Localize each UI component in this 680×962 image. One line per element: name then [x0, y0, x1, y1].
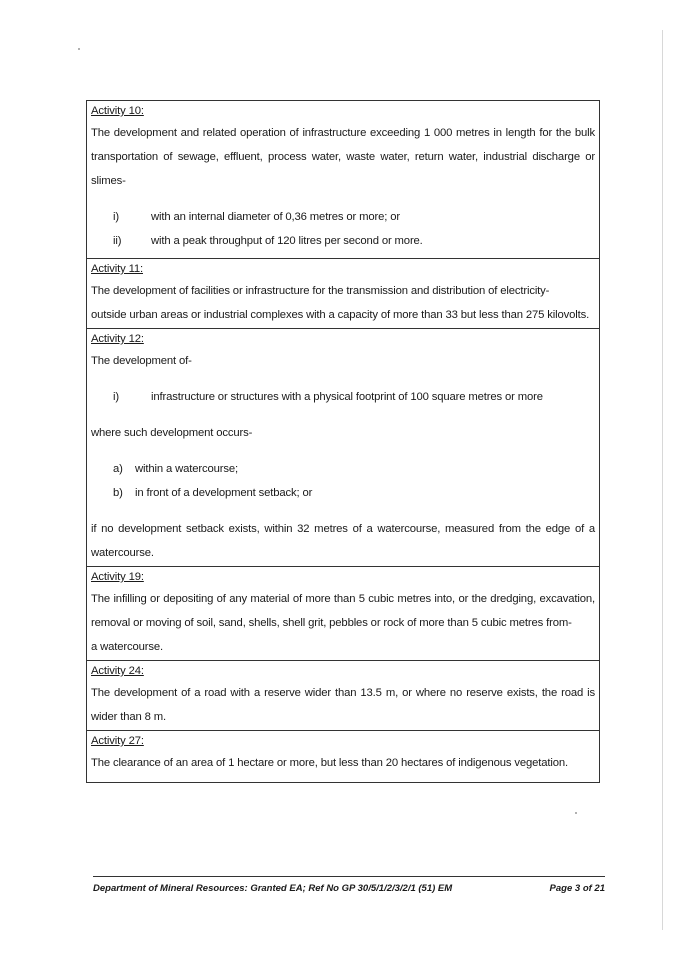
page-number: Page 3 of 21 — [549, 883, 605, 894]
item-label: ii) — [113, 235, 122, 247]
activity-10-row — [87, 101, 599, 258]
item-text: in front of a development setback; or — [135, 487, 313, 499]
activity-10-item-ii — [91, 229, 595, 253]
item-text: infrastructure or structures with a physical footprint of 100 square metres or more — [151, 391, 543, 403]
activities-table — [86, 100, 600, 783]
activity-19-row — [87, 566, 599, 660]
item-text: with an internal diameter of 0,36 metres or more; or — [151, 211, 401, 223]
scan-edge-line — [662, 30, 663, 930]
item-label: i) — [113, 211, 119, 223]
activity-10-item-i — [91, 205, 595, 229]
activity-27-row — [87, 730, 599, 782]
activity-24-title: Activity 24: — [91, 665, 144, 677]
activity-11-row — [87, 258, 599, 328]
activity-19-text: The infilling or depositing of any material of more than 5 cubic metres into, or the dredging, excavation, removal or moving of soil, sand, shells, shell grit, pebbles or rock of more than 5 cubic metres from- — [91, 593, 595, 629]
activity-19-title: Activity 19: — [91, 571, 144, 583]
activity-11-title: Activity 11: — [91, 263, 143, 275]
activity-12-title: Activity 12: — [91, 333, 144, 345]
item-label: a) — [113, 463, 123, 475]
footer-reference: Department of Mineral Resources: Granted EA; Ref No GP 30/5/1/2/3/2/1 (51) EM — [93, 883, 453, 894]
activity-12-intro: The development of- — [91, 355, 192, 367]
activity-19-text-2: a watercourse. — [91, 641, 163, 653]
activity-12-closing: if no development setback exists, within 32 metres of a watercourse, measured from the edge of a watercourse. — [91, 523, 595, 559]
item-text: with a peak throughput of 120 litres per second or more. — [151, 235, 423, 247]
scan-speck — [575, 812, 577, 814]
activity-10-intro: The development and related operation of infrastructure exceeding 1 000 metres in length for the bulk transportation of sewage, effluent, process water, waste water, return water, industrial discharge or slimes- — [91, 127, 595, 187]
item-label: b) — [113, 487, 123, 499]
activity-12-subitem-b — [91, 481, 595, 505]
activity-11-line-1: The development of facilities or infrastructure for the transmission and distribution of electricity- — [91, 285, 550, 297]
page-footer — [93, 876, 605, 894]
activity-24-text: The development of a road with a reserve wider than 13.5 m, or where no reserve exists, the road is wider than 8 m. — [91, 687, 595, 723]
activity-10-title: Activity 10: — [91, 105, 144, 117]
activity-27-title: Activity 27: — [91, 735, 144, 747]
item-label: i) — [113, 391, 119, 403]
activity-27-text: The clearance of an area of 1 hectare or more, but less than 20 hectares of indigenous vegetation. — [91, 757, 569, 769]
activity-12-row — [87, 328, 599, 566]
activity-12-item-i — [91, 385, 595, 409]
activity-12-where: where such development occurs- — [91, 427, 253, 439]
scan-speck — [78, 48, 80, 50]
activity-24-row — [87, 660, 599, 730]
item-text: within a watercourse; — [135, 463, 238, 475]
activity-11-line-2: outside urban areas or industrial complexes with a capacity of more than 33 but less than 275 kilovolts. — [91, 309, 590, 321]
activity-12-subitem-a — [91, 457, 595, 481]
